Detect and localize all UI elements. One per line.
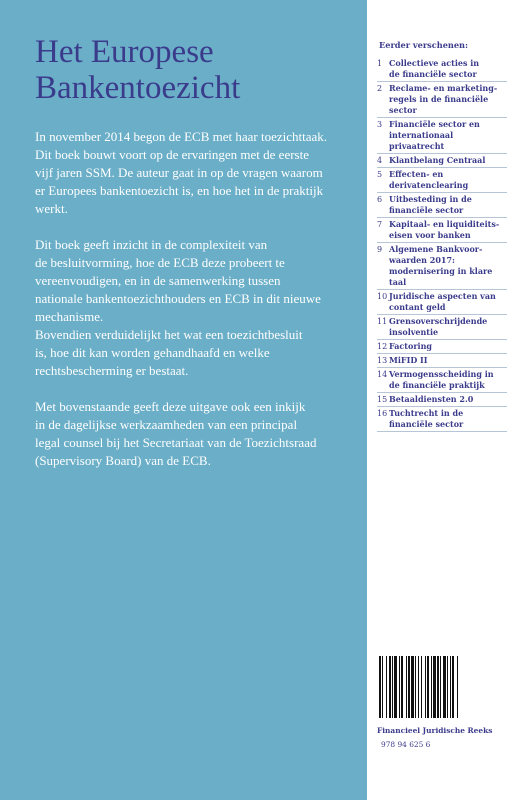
series-number: 1 (377, 59, 383, 68)
series-title-line: Algemene Bankvoor- (389, 244, 483, 254)
series-number: 15 (377, 395, 388, 404)
series-title-line: Tuchtrecht in de (389, 408, 464, 418)
blurb-line: In november 2014 begon de ECB met haar toezichttaak. (35, 129, 328, 144)
blurb-line: rechtsbescherming er bestaat. (35, 363, 189, 378)
series-publisher: Financieel Juridische Reeks (377, 726, 493, 735)
blurb-line: Bovendien verduidelijkt het wat een toezichtbesluit (35, 327, 303, 342)
barcode-bar (415, 656, 416, 718)
barcode-bar (386, 656, 387, 718)
series-title (389, 155, 507, 166)
blurb-line: Dit boek geeft inzicht in de complexiteit van (35, 237, 268, 252)
series-list-item (377, 408, 507, 432)
blurb-line: mechanisme. (35, 309, 104, 324)
barcode-bar (389, 656, 391, 718)
blurb (35, 128, 353, 488)
series-list-item (377, 291, 507, 315)
series-title-line: MiFID II (389, 355, 428, 365)
barcode-bar (394, 656, 397, 718)
series-list (377, 58, 507, 433)
series-title-line: de financiële praktijk (389, 380, 485, 390)
series-list-item (377, 316, 507, 340)
series-list-item (377, 355, 507, 368)
series-title-line: Grensoverschrijdende (389, 316, 488, 326)
blurb-paragraph (35, 236, 353, 380)
blurb-line: Dit boek bouwt voort op de ervaringen met de eerste (35, 147, 309, 162)
series-title (389, 244, 507, 288)
barcode-bar (425, 656, 426, 718)
series-title (389, 355, 507, 366)
series-list-item (377, 194, 507, 218)
title-line: Het Europese (35, 34, 214, 70)
series-title-line: waarden 2017: (389, 255, 455, 265)
series-number: 13 (377, 356, 388, 365)
series-title-line: Uitbesteding in de (389, 194, 472, 204)
blurb-line: vijf jaren SSM. De auteur gaat in op de vragen waarom (35, 165, 323, 180)
barcode-bar (382, 656, 383, 718)
series-title-line: modernisering in klare (389, 266, 493, 276)
series-title-line: Klantbelang Centraal (389, 155, 486, 165)
series-title-line: internationaal (389, 130, 454, 140)
series-title-line: sector (389, 105, 417, 115)
series-title-line: Factoring (389, 341, 432, 351)
series-title (389, 369, 507, 391)
barcode-bar (418, 656, 419, 718)
blurb-paragraph (35, 128, 353, 218)
series-title (389, 219, 507, 241)
blurb-line: er Europees bankentoezicht is, en hoe het in de praktijk (35, 183, 324, 198)
blurb-line: vereenvoudigen, en in de samenwerking tussen (35, 273, 281, 288)
barcode-bar (406, 656, 407, 718)
series-heading: Eerder verschenen: (379, 40, 469, 50)
barcode-bar (450, 656, 451, 718)
series-title-line: de financiële sector (389, 69, 477, 79)
series-title (389, 341, 507, 352)
blurb-line: nationale bankentoezichthouders en ECB in dit nieuwe (35, 291, 321, 306)
barcode-bar (452, 656, 454, 718)
barcode-graphic (377, 652, 501, 722)
series-title (389, 408, 507, 430)
barcode-bar (399, 656, 400, 718)
series-number: 9 (377, 245, 383, 254)
series-list-item (377, 119, 507, 154)
series-title-line: contant geld (389, 302, 446, 312)
series-number: 5 (377, 170, 383, 179)
series-number: 3 (377, 120, 383, 129)
blurb-line: is, hoe dit kan worden gehandhaafd en welke (35, 345, 270, 360)
barcode-bar (411, 656, 414, 718)
title-line: Bankentoezicht (35, 70, 241, 106)
series-title-line: Reclame- en marketing- (389, 83, 498, 93)
series-list-item (377, 394, 507, 407)
series-list-item (377, 369, 507, 393)
series-list-item (377, 58, 507, 82)
series-number: 16 (377, 409, 388, 418)
barcode-bar (437, 656, 439, 718)
series-title-line: privaatrecht (389, 141, 445, 151)
barcode-bar (421, 656, 422, 718)
barcode-bar (433, 656, 436, 718)
series-list-item (377, 83, 507, 118)
barcode-bar (401, 656, 403, 718)
series-title-line: Collectieve acties in (389, 58, 480, 68)
series-number: 11 (377, 317, 388, 326)
barcode-bar (408, 656, 410, 718)
series-list-item (377, 219, 507, 243)
barcode-bar (379, 656, 381, 718)
series-title-line: Kapitaal- en liquiditeits- (389, 219, 500, 229)
series-title (389, 194, 507, 216)
series-title-line: eisen voor banken (389, 230, 471, 240)
barcode-bar (427, 656, 429, 718)
series-title (389, 83, 507, 116)
barcode-bar (440, 656, 441, 718)
series-title-line: Vermogensscheiding in (389, 369, 494, 379)
series-title (389, 58, 507, 80)
series-title-line: Effecten- en (389, 169, 444, 179)
barcode (377, 652, 501, 722)
series-number: 2 (377, 84, 383, 93)
series-list-item (377, 244, 507, 290)
barcode-bar (447, 656, 448, 718)
series-title-line: regels in de financiële (389, 94, 489, 104)
barcode-bar (457, 656, 458, 718)
series-title-line: derivatenclearing (389, 180, 469, 190)
book-title (35, 34, 355, 106)
series-title-line: taal (389, 277, 407, 287)
series-title-line: financiële sector (389, 419, 464, 429)
series-title-line: financiële sector (389, 205, 464, 215)
isbn-number: 978 94 625 6 (381, 740, 431, 749)
barcode-bar (431, 656, 432, 718)
barcode-bar (392, 656, 393, 718)
series-title (389, 394, 507, 405)
series-list-item (377, 341, 507, 354)
series-panel (367, 0, 511, 800)
blurb-line: legal counsel bij het Secretariaat van de Toezichtsraad (35, 435, 317, 450)
series-number: 12 (377, 342, 388, 351)
series-title (389, 169, 507, 191)
blurb-paragraph (35, 398, 353, 470)
series-title (389, 291, 507, 313)
series-number: 14 (377, 370, 388, 379)
series-title-line: Betaaldiensten 2.0 (389, 394, 474, 404)
series-number: 7 (377, 220, 383, 229)
series-list-item (377, 169, 507, 193)
series-title-line: insolventie (389, 327, 439, 337)
series-title (389, 119, 507, 152)
series-title (389, 316, 507, 338)
blurb-line: werkt. (35, 201, 68, 216)
series-number: 6 (377, 195, 383, 204)
blurb-line: (Supervisory Board) van de ECB. (35, 453, 211, 468)
blurb-line: Met bovenstaande geeft deze uitgave ook een inkijk (35, 399, 306, 414)
blurb-line: de besluitvorming, hoe de ECB deze probeert te (35, 255, 285, 270)
series-title-line: Financiële sector en (389, 119, 480, 129)
series-list-item (377, 155, 507, 168)
series-number: 4 (377, 156, 383, 165)
series-title-line: Juridische aspecten van (389, 291, 496, 301)
series-number: 10 (377, 292, 388, 301)
blurb-line: in de dagelijkse werkzaamheden van een principal (35, 417, 298, 432)
barcode-bar (443, 656, 446, 718)
